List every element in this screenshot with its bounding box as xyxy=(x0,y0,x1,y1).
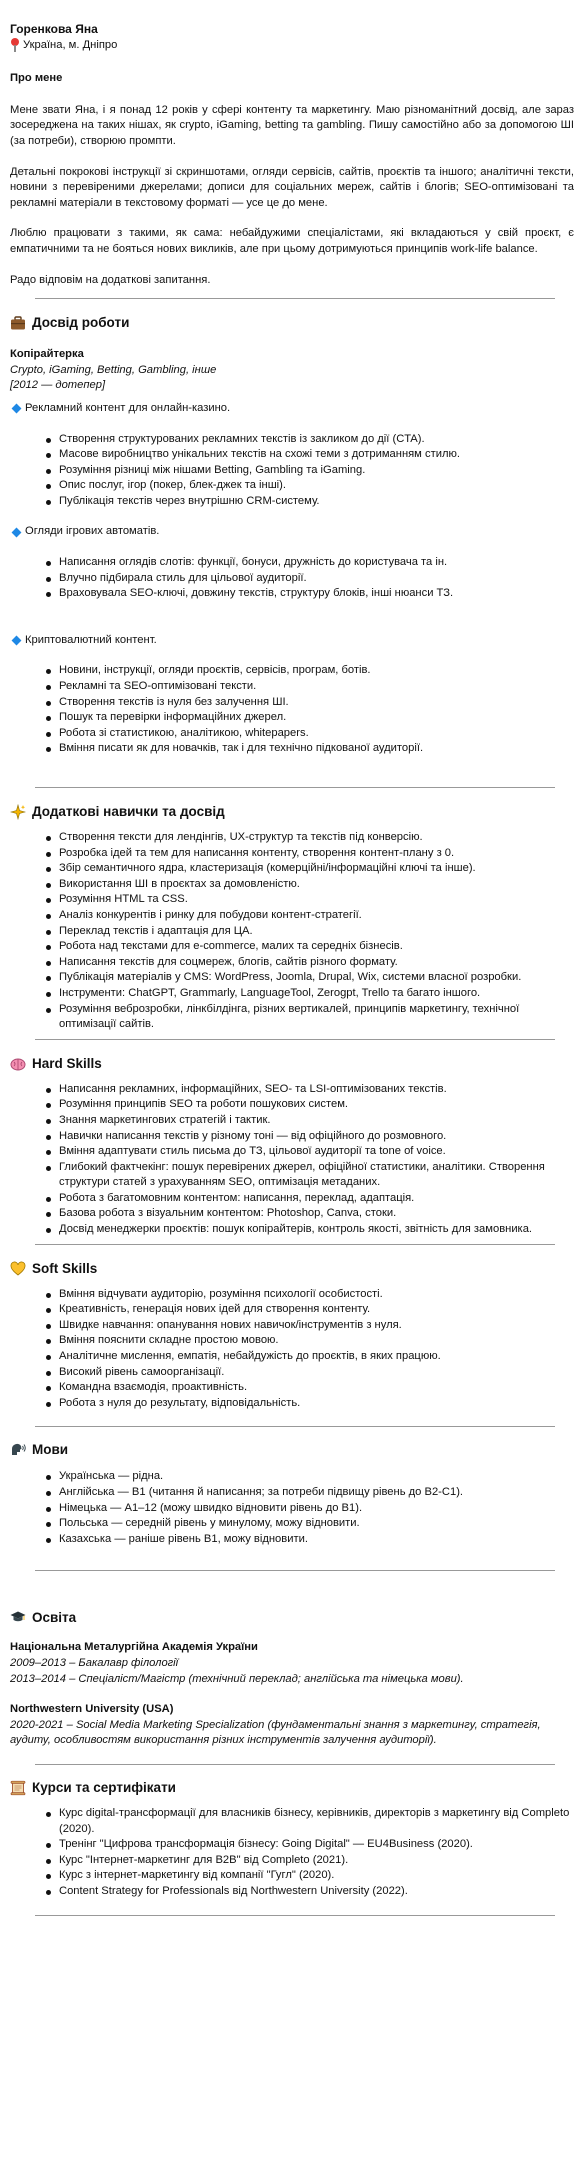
list-item: Англійська — B1 (читання й написання; за потреби підвищу рівень до B2-C1). xyxy=(59,1485,574,1501)
list-item: Навички написання текстів у різному тоні — від офіційного до розмовного. xyxy=(59,1129,574,1145)
list-item: Знання маркетингових стратегій і тактик. xyxy=(59,1113,574,1129)
education-school: Northwestern University (USA) xyxy=(10,1703,174,1716)
list-item: Німецька — A1–12 (можу швидко відновити рівень до B1). xyxy=(59,1501,574,1517)
bullet-list xyxy=(10,555,574,602)
experience-section-title: Досвід роботи xyxy=(10,315,574,331)
candidate-name: Горенкова Яна xyxy=(10,22,98,36)
divider xyxy=(35,1570,555,1571)
list-item: Курс "Інтернет-маркетинг для B2B" від Completo (2021). xyxy=(59,1853,574,1869)
list-item: Українська — рідна. xyxy=(59,1469,574,1485)
list-item: Робота зі статистикою, аналітикою, whitepapers. xyxy=(59,726,574,742)
briefcase-icon xyxy=(10,315,26,331)
list-item: Вміння писати як для новачків, так і для технічно підкованої аудиторії. xyxy=(59,741,574,757)
list-item: Розуміння веброзробки, лінкбілдінга, різних вертикалей, принципів маркетингу, технічної оптимізації сайтів. xyxy=(59,1002,574,1033)
list-item: Робота з багатомовним контентом: написання, переклад, адаптація. xyxy=(59,1191,574,1207)
list-item: Використання ШІ в проєктах за домовленістю. xyxy=(59,877,574,893)
list-item: Курс digital-трансформації для власників бізнесу, керівників, директорів з маркетингу від Completo (2020). xyxy=(59,1806,574,1837)
list-item: Публікація текстів через внутрішню CRM-систему. xyxy=(59,494,574,510)
bullet-list xyxy=(10,1082,574,1238)
list-item: Високий рівень самоорганізації. xyxy=(59,1365,574,1381)
list-item: Написання текстів для соцмереж, блогів, сайтів різного формату. xyxy=(59,955,574,971)
bullet-list xyxy=(10,1469,574,1547)
blue-diamond-icon xyxy=(12,636,22,646)
list-item: Content Strategy for Professionals від Northwestern University (2022). xyxy=(59,1884,574,1900)
extra-skills-section-title: Додаткові навички та досвід xyxy=(10,804,574,820)
list-item: Створення текстів із нуля без залучення ШІ. xyxy=(59,695,574,711)
location-line xyxy=(10,38,574,54)
list-item: Влучно підбирала стиль для цільової аудиторії. xyxy=(59,571,574,587)
list-item: Робота з нуля до результату, відповідальність. xyxy=(59,1396,574,1412)
education-section-title: Освіта xyxy=(10,1609,574,1625)
education-line: 2020-2021 – Social Media Marketing Specialization (фундаментальні знання з маркетингу, стратегія, аудиту, особливостям використання різних інструментів залучення аудиторії). xyxy=(10,1718,541,1747)
divider xyxy=(35,1764,555,1765)
scroll-icon xyxy=(10,1780,26,1796)
list-item: Казахська — раніше рівень B1, можу відновити. xyxy=(59,1532,574,1548)
education-line: 2013–2014 – Спеціаліст/Магістр (технічний переклад; англійська та німецька мови). xyxy=(10,1672,464,1685)
list-item: Досвід менеджерки проєктів: пошук копірайтерів, контроль якості, звітність для замовника. xyxy=(59,1222,574,1238)
list-item: Рекламні та SEO-оптимізовані тексти. xyxy=(59,679,574,695)
list-item: Вміння адаптувати стиль письма до ТЗ, цільової аудиторії та tone of voice. xyxy=(59,1144,574,1160)
list-item: Публікація матеріалів у CMS: WordPress, Joomla, Drupal, Wix, системи власної розробки. xyxy=(59,970,574,986)
sparkles-icon xyxy=(10,804,26,820)
list-item: Курс з інтернет-маркетингу від компанії "Гугл" (2020). xyxy=(59,1868,574,1884)
divider xyxy=(35,1244,555,1245)
divider xyxy=(35,787,555,788)
blue-diamond-icon xyxy=(12,527,22,537)
list-item: Вміння пояснити складне простою мовою. xyxy=(59,1333,574,1349)
list-item: Написання рекламних, інформаційних, SEO- та LSI-оптимізованих текстів. xyxy=(59,1082,574,1098)
list-item: Тренінг "Цифрова трансформація бізнесу: Going Digital" — EU4Business (2020). xyxy=(59,1837,574,1853)
experience-group-heading: Рекламний контент для онлайн-казино. xyxy=(10,401,574,417)
blue-diamond-icon xyxy=(12,404,22,414)
bullet-list xyxy=(10,1806,574,1900)
list-item: Написання оглядів слотів: функції, бонуси, дружність до користувача та ін. xyxy=(59,555,574,571)
list-item: Розуміння принципів SEO та роботи пошукових систем. xyxy=(59,1097,574,1113)
divider xyxy=(35,1426,555,1427)
graduation-cap-icon xyxy=(10,1609,26,1625)
list-item: Креативність, генерація нових ідей для створення контенту. xyxy=(59,1302,574,1318)
bullet-list xyxy=(10,663,574,757)
list-item: Опис послуг, ігор (покер, блек-джек та інші). xyxy=(59,478,574,494)
list-item: Глибокий фактчекінг: пошук перевірених джерел, офіційної статистики, аналітики. Створення структури статей з урахуванням SEO, оптимізація метаданих. xyxy=(59,1160,574,1191)
languages-section-title: Мови xyxy=(10,1441,574,1457)
bullet-list xyxy=(10,830,574,1033)
job-role: Копірайтерка xyxy=(10,348,84,361)
heart-icon xyxy=(10,1261,26,1277)
courses-section-title: Курси та сертифікати xyxy=(10,1780,574,1796)
about-paragraph: Мене звати Яна, і я понад 12 років у сфері контенту та маркетингу. Маю різноманітний досвід, але зараз зосереджена на таких нішах, як crypto, iGaming, betting та gambling. Пишу самостійно або за допомогою ШІ (за потреби), створюю промпти. xyxy=(10,103,574,147)
divider xyxy=(35,1039,555,1040)
list-item: Розробка ідей та тем для написання контенту, створення контент-плану з 0. xyxy=(59,846,574,862)
brain-icon xyxy=(10,1056,26,1072)
experience-group-heading: Криптовалютний контент. xyxy=(10,633,574,649)
divider xyxy=(35,298,555,299)
job-niches: Crypto, iGaming, Betting, Gambling, інше xyxy=(10,363,217,376)
speaking-head-icon xyxy=(10,1441,26,1457)
list-item: Створення тексти для лендінгів, UX-структур та текстів під конверсію. xyxy=(59,830,574,846)
list-item: Аналітичне мислення, емпатія, небайдужість до проєктів, в яких працюю. xyxy=(59,1349,574,1365)
list-item: Швидке навчання: опанування нових навичок/інструментів з нуля. xyxy=(59,1318,574,1334)
list-item: Розуміння різниці між нішами Betting, Gambling та iGaming. xyxy=(59,463,574,479)
list-item: Аналіз конкурентів і ринку для побудови контент-стратегії. xyxy=(59,908,574,924)
list-item: Враховувала SEO-ключі, довжину текстів, структуру блоків, інші нюанси ТЗ. xyxy=(59,586,574,602)
list-item: Масове виробництво унікальних текстів на схожі теми з дотриманням стилю. xyxy=(59,447,574,463)
bullet-list xyxy=(10,1287,574,1412)
soft-skills-section-title: Soft Skills xyxy=(10,1261,574,1277)
hard-skills-section-title: Hard Skills xyxy=(10,1056,574,1072)
experience-group-heading: Огляди ігрових автоматів. xyxy=(10,524,574,540)
list-item: Збір семантичного ядра, кластеризація (комерційні/інформаційні ключі та інше). xyxy=(59,861,574,877)
list-item: Новини, інструкції, огляди проєктів, сервісів, програм, ботів. xyxy=(59,663,574,679)
about-title: Про мене xyxy=(10,72,63,85)
divider xyxy=(35,1915,555,1916)
list-item: Базова робота з візуальним контентом: Photoshop, Canva, стоки. xyxy=(59,1206,574,1222)
bullet-list xyxy=(10,432,574,510)
list-item: Створення структурованих рекламних текстів із закликом до дії (CTA). xyxy=(59,432,574,448)
list-item: Інструменти: ChatGPT, Grammarly, LanguageTool, Zerogpt, Trello та багато іншого. xyxy=(59,986,574,1002)
education-line: 2009–2013 – Бакалавр філології xyxy=(10,1656,179,1669)
location-text: Україна, м. Дніпро xyxy=(23,38,118,51)
pin-icon xyxy=(10,38,20,52)
list-item: Пошук та перевірки інформаційних джерел. xyxy=(59,710,574,726)
list-item: Переклад текстів і адаптація для ЦА. xyxy=(59,924,574,940)
job-period: [2012 — дотепер] xyxy=(10,379,106,392)
list-item: Розуміння HTML та CSS. xyxy=(59,892,574,908)
list-item: Польська — середній рівень у минулому, можу відновити. xyxy=(59,1516,574,1532)
about-paragraph: Люблю працювати з такими, як сама: небайдужими спеціалістами, які вкладаються у свій проєкт, є емпатичними та не бояться нових викликів, але при цьому дотримуються принципів work-life balance. xyxy=(10,227,574,255)
list-item: Вміння відчувати аудиторію, розуміння психології особистості. xyxy=(59,1287,574,1303)
about-paragraph: Радо відповім на додаткові запитання. xyxy=(10,273,211,286)
education-school: Національна Металургійна Академія України xyxy=(10,1641,258,1654)
about-paragraph: Детальні покрокові інструкції зі скриншотами, огляди сервісів, сайтів, проєктів та іншого; аналітичні тексти, новини з перевіреними джерелами; дописи для соціальних мереж, сайтів і блогів; SEO-оптимізовані та рекламні матеріали в текстовому форматі — усе це до мене. xyxy=(10,165,574,209)
list-item: Командна взаємодія, проактивність. xyxy=(59,1380,574,1396)
list-item: Робота над текстами для e-commerce, малих та середніх бізнесів. xyxy=(59,939,574,955)
